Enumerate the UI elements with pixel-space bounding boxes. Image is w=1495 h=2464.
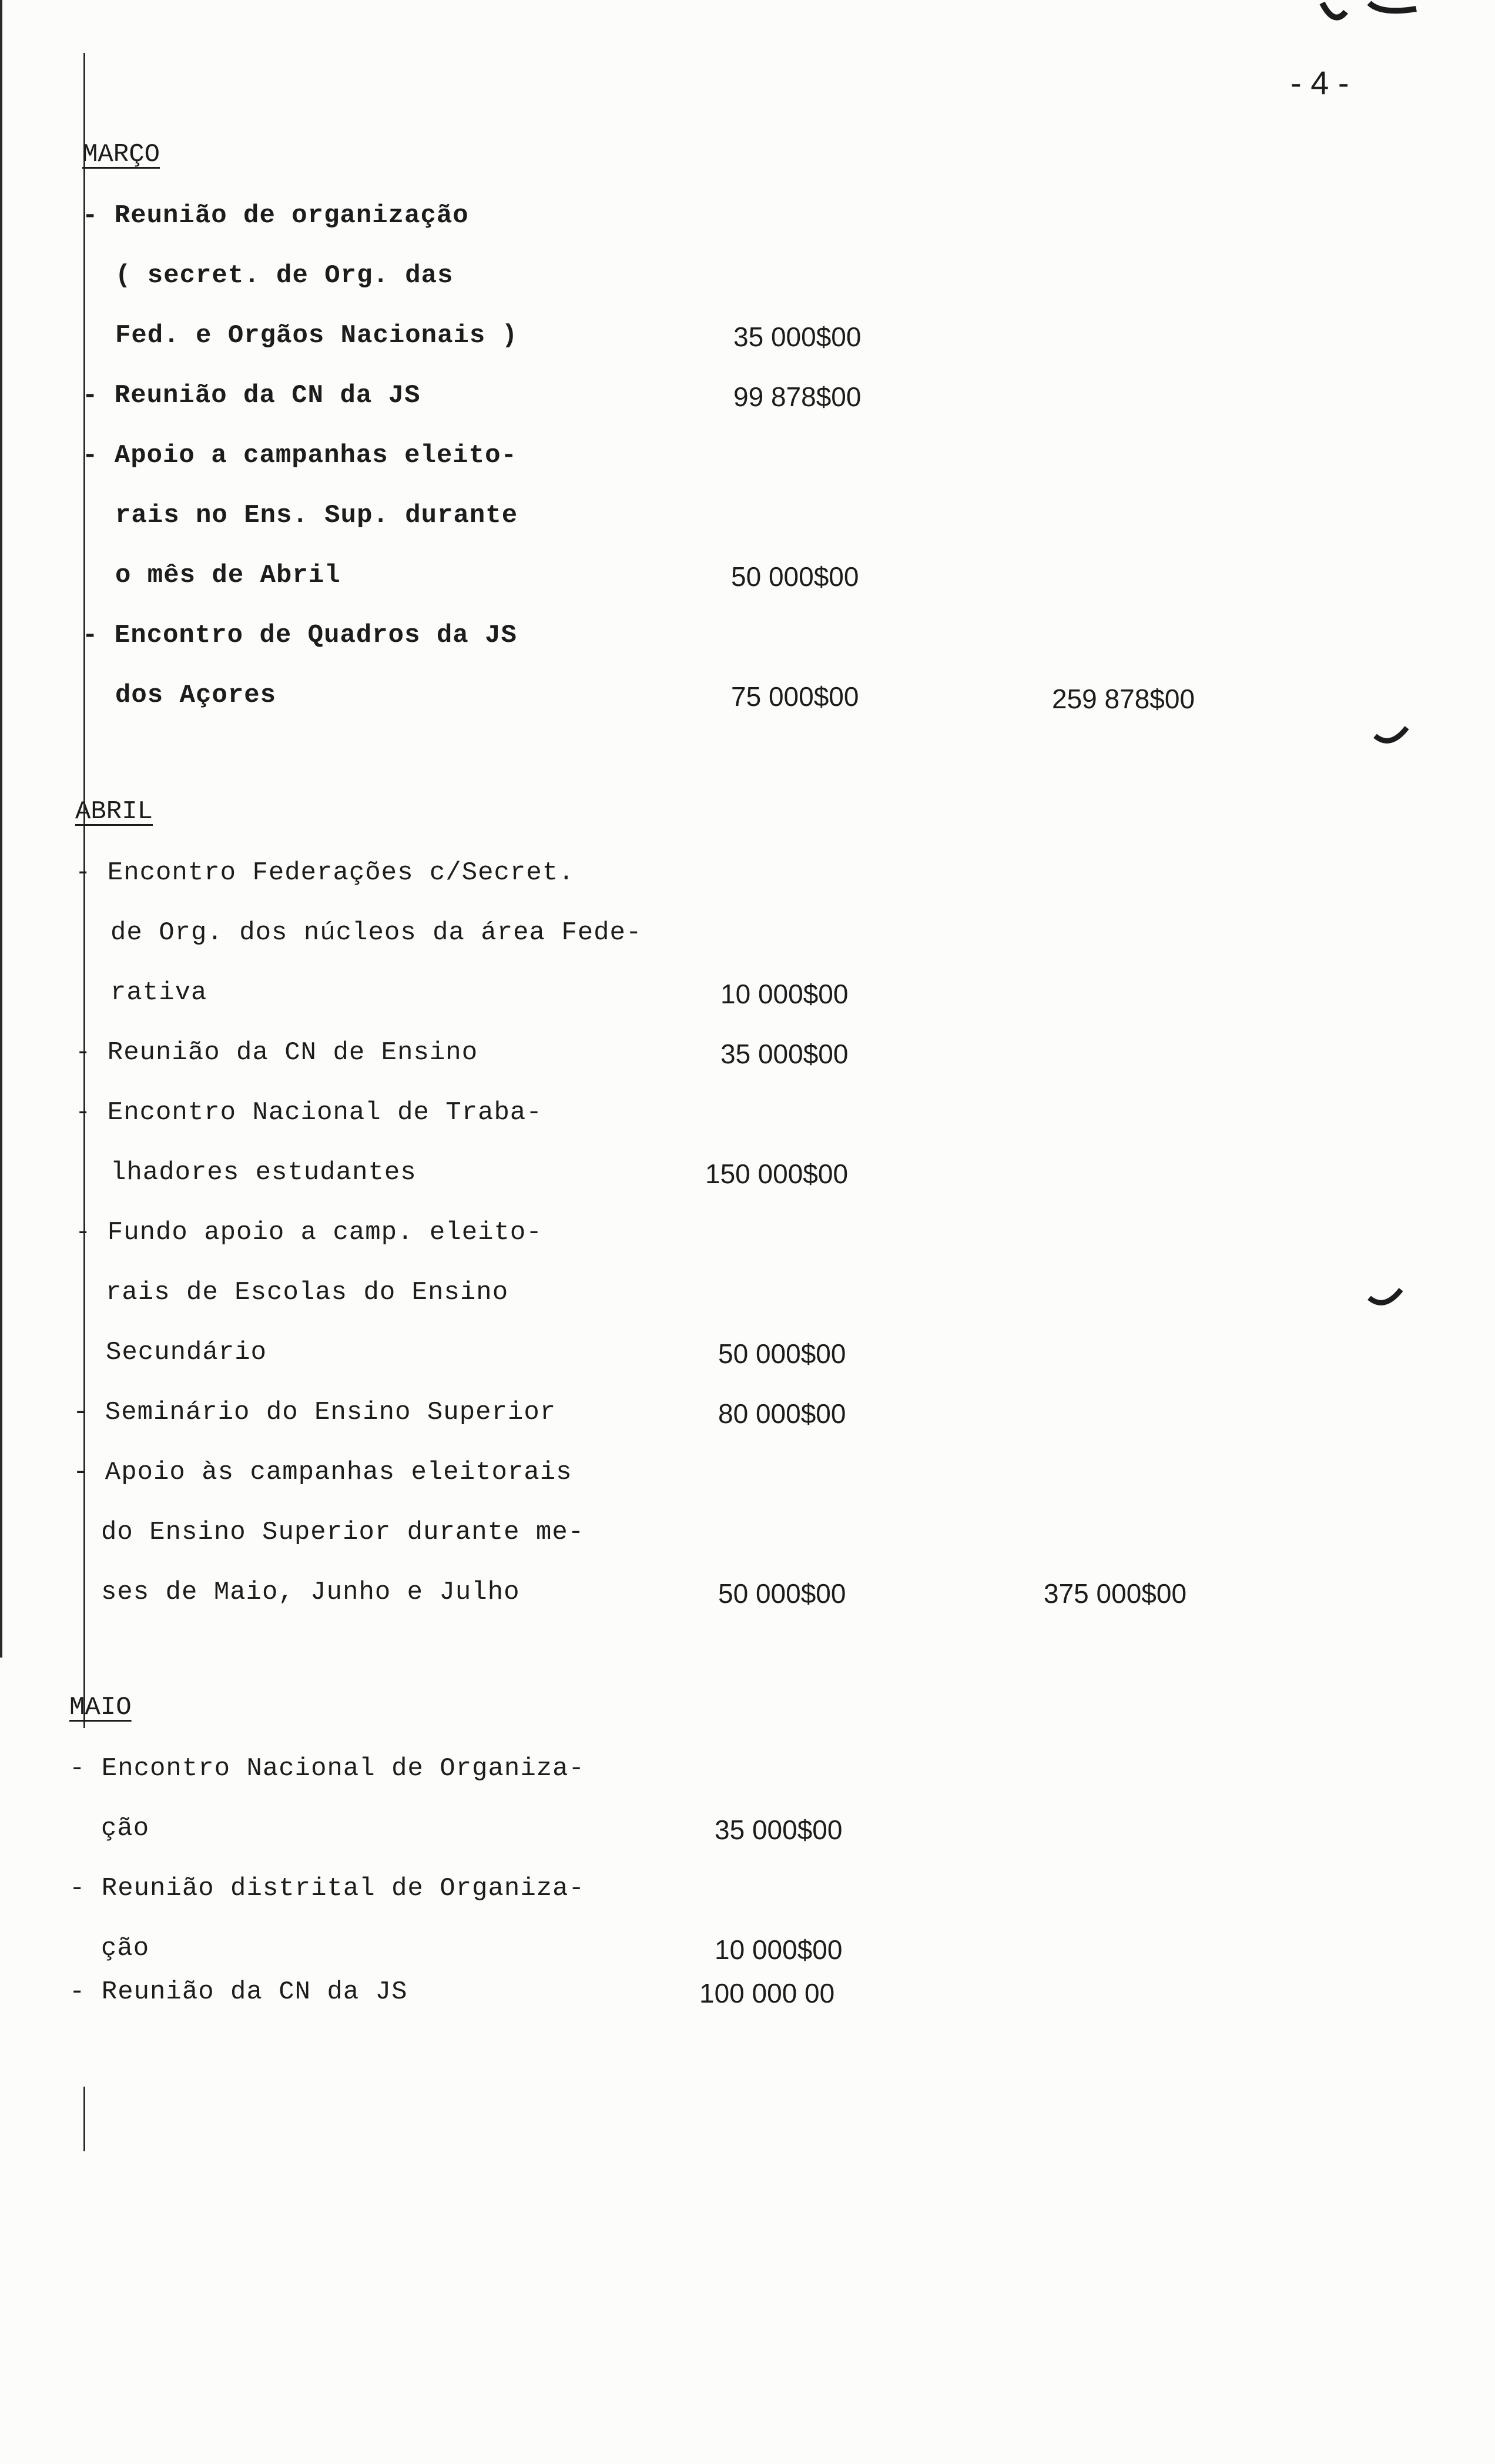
section-heading-marco: MARÇO xyxy=(82,140,160,169)
abril-line-9: Secundário xyxy=(106,1338,267,1367)
abril-amount-2: 35 000$00 xyxy=(720,1039,849,1069)
marco-line-1: - Reunião de organização xyxy=(82,201,469,230)
section-heading-abril: ABRIL xyxy=(75,797,153,826)
margin-check-mark-1 xyxy=(1373,725,1410,746)
marco-line-7: o mês de Abril xyxy=(115,561,341,590)
marco-line-5: - Apoio a campanhas eleito- xyxy=(82,441,517,470)
maio-line-4: ção xyxy=(101,1934,150,1963)
maio-amount-2: 10 000$00 xyxy=(715,1934,843,1965)
abril-line-2: de Org. dos núcleos da área Fede- xyxy=(110,918,642,948)
maio-line-2: ção xyxy=(101,1814,150,1843)
bottom-margin-rule xyxy=(83,2087,85,2151)
abril-line-5: - Encontro Nacional de Traba- xyxy=(75,1098,542,1127)
abril-line-6: lhadores estudantes xyxy=(110,1158,417,1187)
abril-line-1: - Encontro Federações c/Secret. xyxy=(75,858,575,888)
marco-amount-3: 50 000$00 xyxy=(731,561,859,592)
abril-amount-5: 80 000$00 xyxy=(718,1398,846,1429)
marco-line-8: - Encontro de Quadros da JS xyxy=(82,621,517,650)
maio-line-1: - Encontro Nacional de Organiza- xyxy=(69,1754,585,1783)
maio-line-5: - Reunião da CN da JS xyxy=(69,1977,408,2007)
maio-amount-1: 35 000$00 xyxy=(715,1814,843,1845)
marco-amount-4: 75 000$00 xyxy=(731,681,859,712)
abril-amount-6: 50 000$00 xyxy=(718,1578,846,1609)
abril-line-13: ses de Maio, Junho e Julho xyxy=(101,1578,520,1607)
abril-line-11: - Apoio às campanhas eleitorais xyxy=(73,1458,572,1487)
page-number: - 4 - xyxy=(1290,64,1349,101)
marco-line-9: dos Açores xyxy=(115,681,277,710)
margin-check-mark-2 xyxy=(1367,1287,1405,1308)
abril-line-10: - Seminário do Ensino Superior xyxy=(73,1398,557,1427)
abril-amount-1: 10 000$00 xyxy=(720,979,849,1009)
marco-amount-1: 35 000$00 xyxy=(733,322,862,352)
marco-line-2: ( secret. de Org. das xyxy=(115,261,454,290)
abril-line-7: - Fundo apoio a camp. eleito- xyxy=(75,1218,542,1247)
marco-amount-2: 99 878$00 xyxy=(733,381,862,412)
maio-amount-3: 100 000 00 xyxy=(699,1978,835,2008)
abril-amount-3: 150 000$00 xyxy=(705,1159,849,1189)
left-edge-rule xyxy=(0,0,2,1658)
abril-line-4: - Reunião da CN de Ensino xyxy=(75,1038,478,1067)
marco-total: 259 878$00 xyxy=(1052,684,1195,714)
abril-line-12: do Ensino Superior durante me- xyxy=(101,1518,585,1547)
top-right-scribble xyxy=(1316,0,1422,35)
abril-amount-4: 50 000$00 xyxy=(718,1338,846,1369)
marco-line-4: - Reunião da CN da JS xyxy=(82,381,421,410)
marco-line-6: rais no Ens. Sup. durante xyxy=(115,501,518,530)
abril-line-8: rais de Escolas do Ensino xyxy=(106,1278,509,1307)
marco-line-3: Fed. e Orgãos Nacionais ) xyxy=(115,321,518,350)
section-heading-maio: MAIO xyxy=(69,1693,132,1722)
maio-line-3: - Reunião distrital de Organiza- xyxy=(69,1874,585,1903)
abril-line-3: rativa xyxy=(110,978,207,1007)
abril-total: 375 000$00 xyxy=(1044,1578,1187,1609)
